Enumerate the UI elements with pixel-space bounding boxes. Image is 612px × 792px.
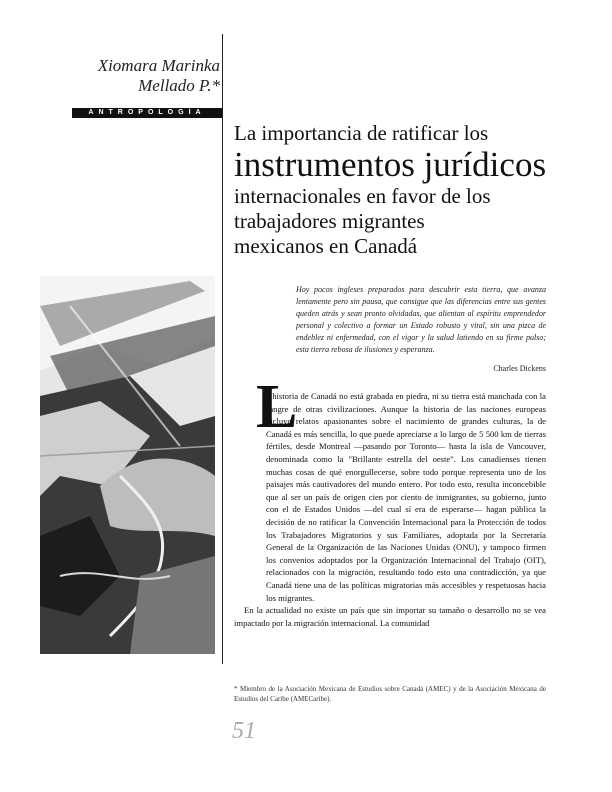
author-line-2: Mellado P.* [138,76,220,95]
section-label: ANTROPOLOGÍA [88,109,206,116]
article-body [234,390,546,629]
footnote: * Miembro de la Asociación Mexicana de Estudios sobre Canadá (AMEC) y de la Asociación Mexicana de Estudios del Caribe (AMECaribe). [234,685,546,703]
abstract-artwork [40,276,215,654]
epigraph-quote: Hoy pocos ingleses preparados para descubrir esta tierra, que avanza lentamente pero sin pausa, que consigue que las diferencias entre sus gentes queden atrás y sean pronto olvidadas, que alientan al espíritu emprendedor personal y colectivo a formar un Estado robusto y vital, sin una pizca de endeblez ni enfermedad, con el vigor y la salud latiendo en su firme pulso; esta tierra rebosa de ilusiones y esperanza. [296,285,546,354]
title-line-5: mexicanos en Canadá [234,234,418,258]
epigraph-attribution: Charles Dickens [493,364,546,373]
body-paragraph-1: a historia de Canadá no está grabada en piedra, ni su tierra está manchada con la sangre de otras civilizaciones. Aunque la historia de las naciones europeas incluye relatos apasionantes sobre el nacimiento de grandes culturas, la de Canadá es más sencilla, lo que puede apreciarse a lo largo de 5 500 km de tierras fértiles, desde Montreal —pasando por Toronto— hasta la isla de Vancouver, denominada como la "Brillante estrella del oeste". Los canadienses tienen muchas cosas de qué enorgullecerse, sobre todo porque representa uno de los paisajes más cautivadores del mundo entero. Por todo esto, resulta inconcebible que al ser un país de origen cien por ciento de inmigrantes, su gobierno, junto con el de Estados Unidos —del cual sí era de esperarse— hagan pública la decisión de no ratificar la Convención Internacional para la Protección de todos los Trabajadores Migratorios y sus Familiares, adoptada por la Secretaría General de la Organización de las Naciones Unidas (ONU), y tampoco firmen los convenios adoptados por la Organización Internacional del Trabajo (OIT), relacionados con la migración, resultando todo esto una contradicción, ya que Canadá tiene una de las políticas migratorias más accesibles y respetuosas hacia los migrantes. [266,391,546,603]
title-line-4: trabajadores migrantes [234,209,425,233]
title-line-2: instrumentos jurídicos [234,145,547,184]
body-paragraph-2: En la actualidad no existe un país que sin importar su tamaño o desarrollo no se vea impactado por la migración internacional. La comunidad [234,605,546,628]
author-line-1: Xiomara Marinka [97,56,220,75]
drop-cap: L [256,373,298,441]
vertical-divider [222,34,223,664]
title-line-3: internacionales en favor de los [234,184,491,208]
article-title [234,120,574,259]
page-number: 51 [232,718,256,744]
title-line-1: La importancia de ratificar los [234,121,489,145]
section-bar [72,108,222,118]
author-name [98,56,220,96]
